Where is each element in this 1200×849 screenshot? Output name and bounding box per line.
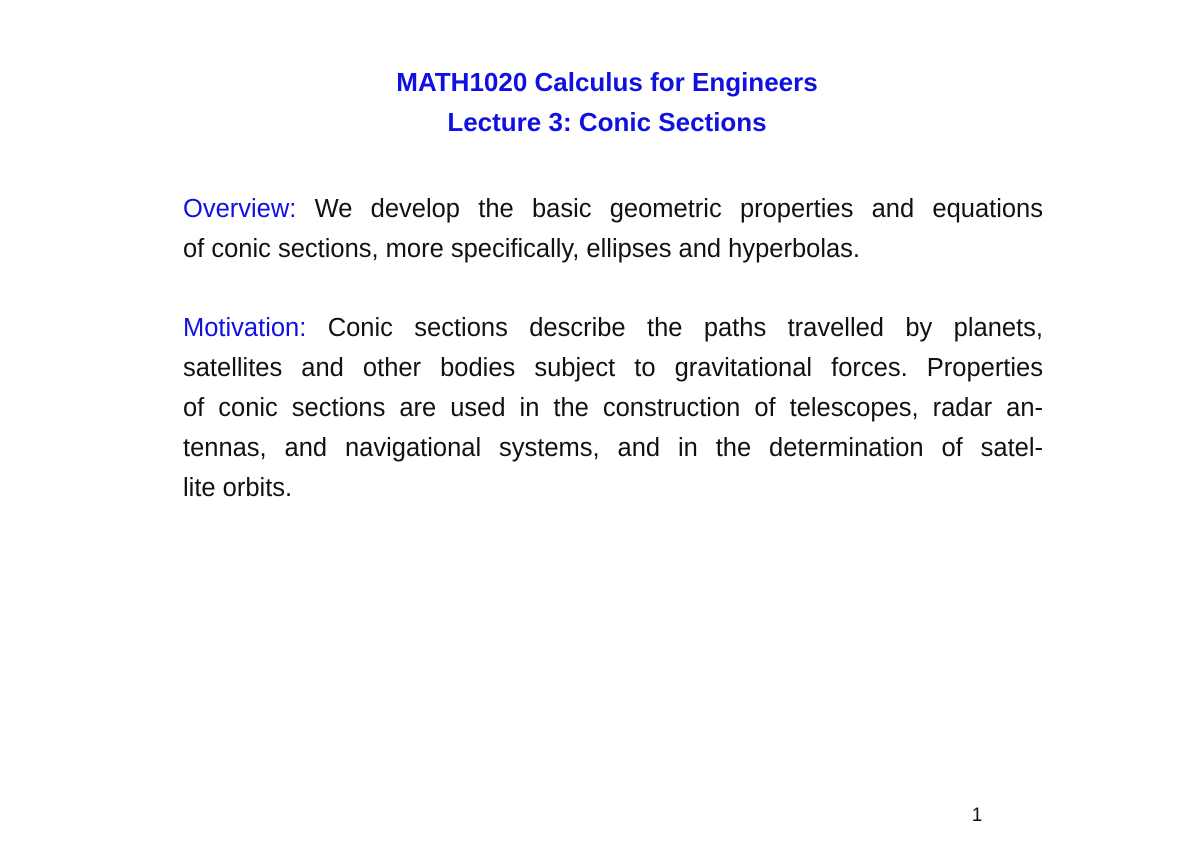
- motivation-line-1: [183, 308, 1043, 348]
- motivation-line-3: of conic sections are used in the construction of telescopes, radar an-: [183, 394, 1043, 422]
- lecture-title: Lecture 3: Conic Sections: [447, 107, 767, 137]
- overview-line-1: [183, 189, 1043, 229]
- overview-line-2: of conic sections, more specifically, ellipses and hyperbolas.: [183, 235, 861, 263]
- overview-text-1: We develop the basic geometric properties and equations: [314, 195, 1043, 223]
- overview-section: [183, 189, 1043, 269]
- motivation-heading: Motivation:: [183, 314, 307, 342]
- course-title: MATH1020 Calculus for Engineers: [396, 67, 818, 97]
- slide-title: [0, 62, 1200, 142]
- page-number: 1: [971, 805, 983, 826]
- motivation-section: [183, 308, 1043, 508]
- motivation-line-4: tennas, and navigational systems, and in the determination of satel-: [183, 434, 1043, 462]
- motivation-text-1: Conic sections describe the paths travelled by planets,: [327, 314, 1043, 342]
- overview-heading: Overview:: [183, 195, 297, 223]
- motivation-line-2: satellites and other bodies subject to gravitational forces. Properties: [183, 354, 1043, 382]
- motivation-line-5: lite orbits.: [183, 474, 293, 502]
